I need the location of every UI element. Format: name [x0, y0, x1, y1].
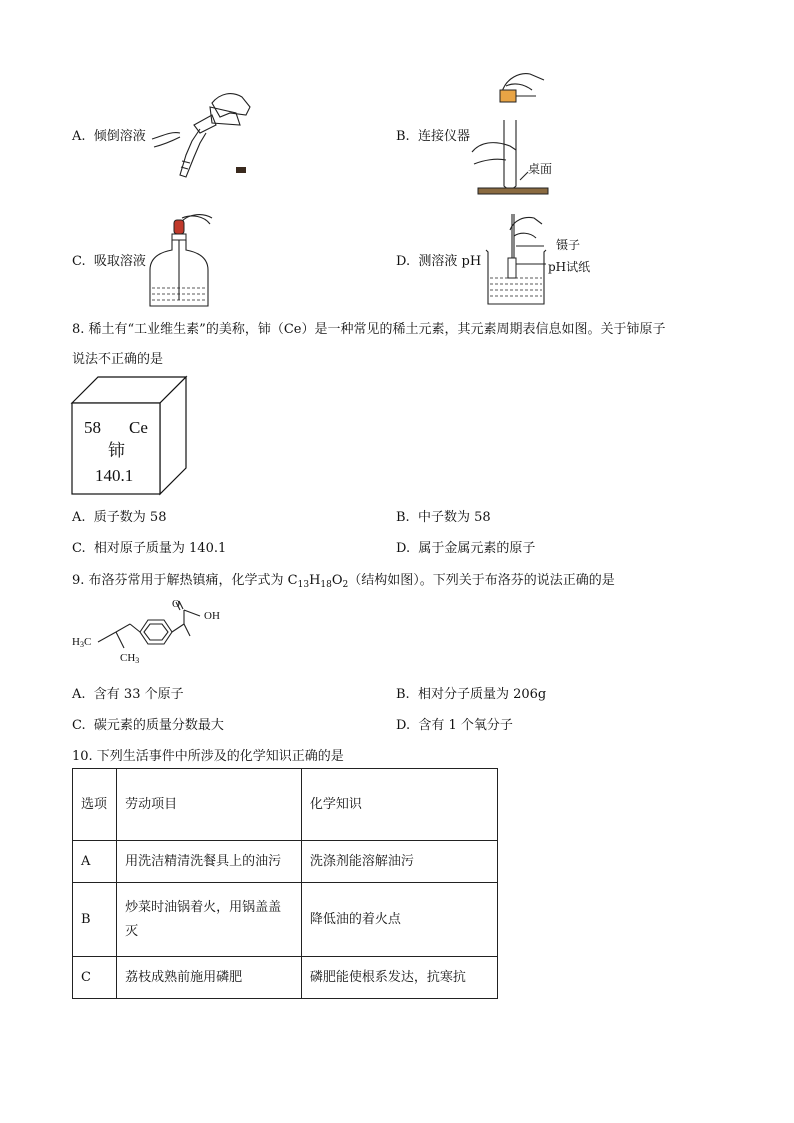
option-text: 中子数为 58	[417, 510, 491, 525]
h3c-label	[72, 636, 91, 649]
row-option: C	[73, 957, 117, 999]
subscript: 2	[342, 580, 349, 590]
option-b-q8	[396, 506, 491, 525]
option-letter: A.	[72, 129, 86, 144]
q10-table	[72, 768, 498, 999]
option-text: 含有 1 个氧分子	[418, 718, 513, 733]
option-text: 连接仪器	[417, 129, 470, 144]
option-text: 吸取溶液	[93, 254, 146, 269]
hydroxyl-label: OH	[204, 610, 220, 622]
q8-stem-line2: 说法不正确的是	[72, 352, 164, 367]
option-letter: D.	[396, 541, 411, 556]
option-d-q9	[396, 714, 513, 733]
q9-stem	[72, 569, 615, 590]
option-text: 相对原子质量为 140.1	[93, 541, 227, 556]
option-c-q8	[72, 537, 226, 556]
option-letter: C.	[72, 718, 86, 733]
ph-paper-label: pH试纸	[548, 260, 591, 274]
option-letter: B.	[396, 687, 410, 702]
q10-stem: 10. 下列生活事件中所涉及的化学知识正确的是	[72, 749, 344, 764]
row-labor-item: 炒菜时油锅着火，用锅盖盖灭	[117, 883, 302, 957]
option-letter: C.	[72, 541, 86, 556]
option-c-q7	[72, 250, 146, 269]
option-text: 属于金属元素的原子	[418, 541, 536, 556]
option-letter: B.	[396, 510, 410, 525]
header-labor-item: 劳动项目	[117, 769, 302, 841]
option-text: 碳元素的质量分数最大	[93, 718, 224, 733]
option-letter: A.	[72, 510, 86, 525]
table-header-row	[73, 769, 498, 841]
q9-stem-suffix: （结构如图）。下列关于布洛芬的说法正确的是	[348, 573, 615, 588]
ibuprofen-structure	[72, 596, 242, 668]
option-letter: B.	[396, 129, 410, 144]
row-chem-knowledge: 洗涤剂能溶解油污	[301, 841, 497, 883]
pouring-figure	[150, 85, 260, 185]
atomic-number: 58	[84, 418, 101, 437]
table-row	[73, 841, 498, 883]
option-text: 质子数为 58	[93, 510, 167, 525]
dropper-bottle-figure	[146, 210, 216, 310]
ph-measure-figure	[484, 208, 549, 308]
option-a-q7	[72, 125, 146, 144]
q8-stem-line1: 8. 稀土有“工业维生素”的美称，铈（Ce）是一种常见的稀土元素，其元素周期表信息如图。关于铈原子	[72, 322, 666, 337]
subscript: 13	[297, 580, 310, 590]
header-chem-knowledge: 化学知识	[301, 769, 497, 841]
desk-label: 桌面	[528, 162, 553, 176]
connecting-apparatus-figure	[470, 68, 553, 198]
oxygen-label: O	[172, 598, 180, 610]
element-symbol: Ce	[129, 418, 148, 437]
option-text: 倾倒溶液	[93, 129, 146, 144]
row-option: A	[73, 841, 117, 883]
row-labor-item: 荔枝成熟前施用磷肥	[117, 957, 302, 999]
option-letter: D.	[396, 718, 411, 733]
row-chem-knowledge: 降低油的着火点	[301, 883, 497, 957]
option-text: 含有 33 个原子	[93, 687, 184, 702]
table-row	[73, 883, 498, 957]
option-d-q7	[396, 250, 481, 269]
option-c-q9	[72, 714, 224, 733]
option-text: 测溶液 pH	[418, 254, 482, 269]
option-b-q9	[396, 683, 546, 702]
subscript: 18	[320, 580, 332, 590]
formula-o: O	[331, 573, 343, 588]
q9-stem-prefix: 9. 布洛芬常用于解热镇痛，化学式为 C	[72, 573, 298, 588]
subscript: 3	[135, 656, 140, 665]
header-option: 选项	[73, 769, 117, 841]
ch3-label	[120, 652, 139, 665]
option-letter: C.	[72, 254, 86, 269]
option-a-q8	[72, 506, 166, 525]
ch3-ch: CH	[120, 652, 136, 664]
atomic-mass: 140.1	[95, 466, 134, 485]
h3c-h: H	[72, 636, 80, 648]
option-b-q7	[396, 125, 470, 144]
row-labor-item: 用洗洁精清洗餐具上的油污	[117, 841, 302, 883]
tweezers-label: 镊子	[556, 238, 581, 252]
table-row	[73, 957, 498, 999]
option-a-q9	[72, 683, 184, 702]
element-name: 铈	[108, 441, 125, 460]
row-chem-knowledge: 磷肥能使根系发达，抗寒抗	[301, 957, 497, 999]
option-text: 相对分子质量为 206g	[417, 687, 547, 702]
option-d-q8	[396, 537, 535, 556]
option-letter: D.	[396, 254, 411, 269]
formula-h: H	[309, 573, 321, 588]
h3c-c: C	[83, 636, 92, 648]
subscript: 3	[79, 640, 84, 649]
row-option: B	[73, 883, 117, 957]
option-letter: A.	[72, 687, 86, 702]
